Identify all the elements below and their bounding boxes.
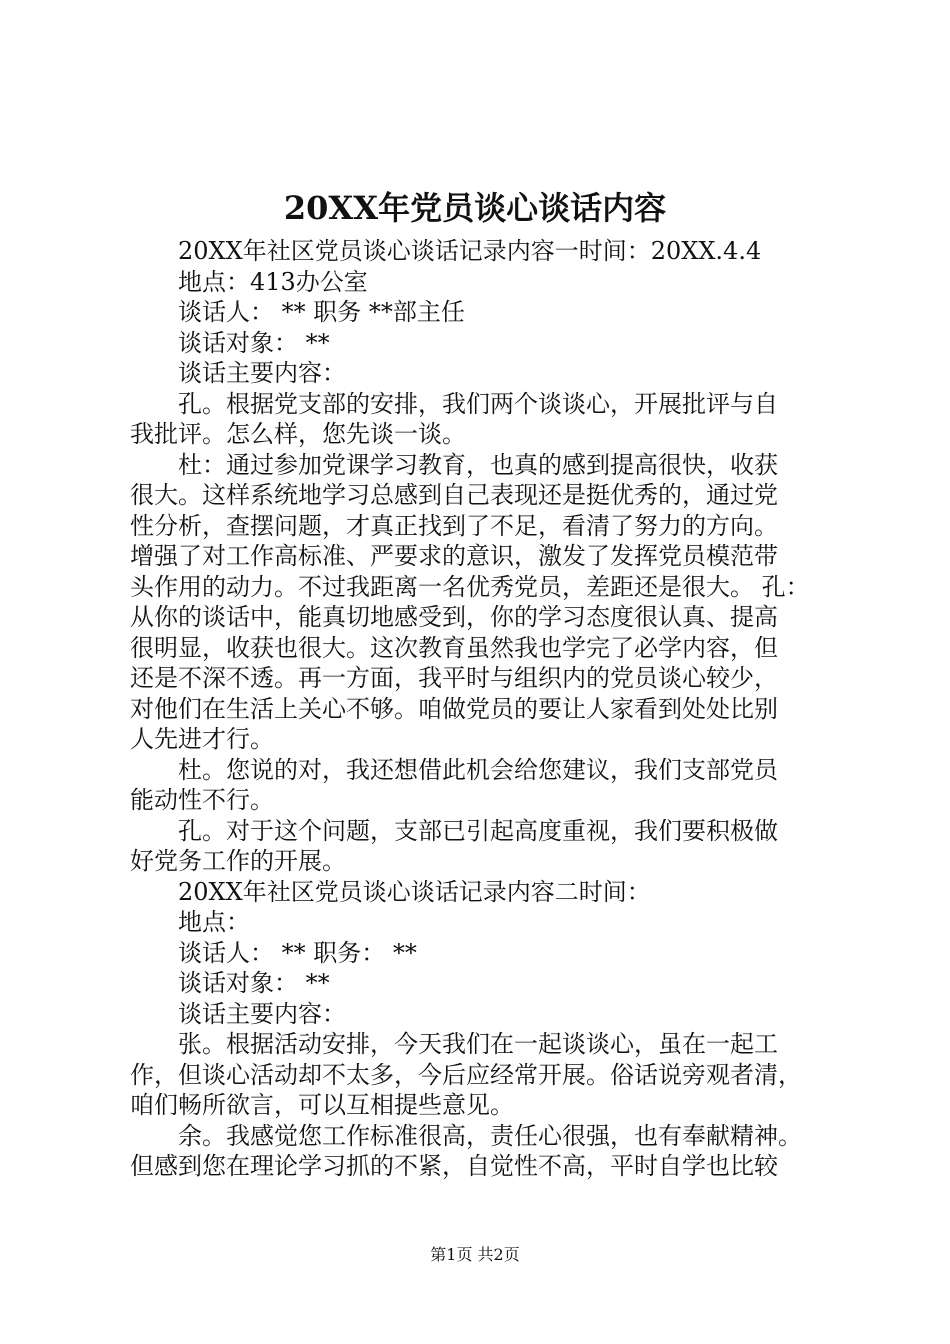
text-line: 地点：413办公室 <box>178 267 368 296</box>
text-line: 但感到您在理论学习抓的不紧，自觉性不高，平时自学也比较 <box>130 1152 778 1180</box>
document-body <box>130 236 834 1182</box>
text-line: 咱们畅所欲言，可以互相提些意见。 <box>130 1091 514 1119</box>
text-line: 谈话对象： ** <box>178 328 330 357</box>
text-line: 谈话对象： ** <box>178 969 330 997</box>
text-line: 从你的谈话中，能真切地感受到，你的学习态度很认真、提高 <box>130 603 778 631</box>
text-line: 20XX年社区党员谈心谈话记录内容一时间：20XX.4.4 <box>178 237 762 265</box>
text-line: 余。我感觉您工作标准很高，责任心很强，也有奉献精神。 <box>178 1121 802 1150</box>
text-line: 地点： <box>178 908 250 936</box>
text-line: 性分析，查摆问题，才真正找到了不足，看清了努力的方向。 <box>130 511 778 540</box>
text-line: 人先进才行。 <box>130 725 274 753</box>
text-line: 杜。您说的对，我还想借此机会给您建议，我们支部党员 <box>178 755 778 784</box>
text-line: 20XX年社区党员谈心谈话记录内容二时间： <box>178 877 651 906</box>
text-line: 很大。这样系统地学习总感到自己表现还是挺优秀的，通过党 <box>130 481 778 509</box>
text-line: 还是不深不透。再一方面，我平时与组织内的党员谈心较少， <box>130 664 778 692</box>
text-line: 作，但谈心活动却不太多，今后应经常开展。俗话说旁观者清， <box>130 1060 802 1089</box>
text-line: 孔。对于这个问题，支部已引起高度重视，我们要积极做 <box>178 816 778 845</box>
text-line: 谈话人： ** 职务 **部主任 <box>178 298 465 326</box>
text-line: 孔。根据党支部的安排，我们两个谈谈心，开展批评与自 <box>178 389 778 418</box>
text-line: 张。根据活动安排，今天我们在一起谈谈心，虽在一起工 <box>178 1030 778 1058</box>
text-line: 很明显，收获也很大。这次教育虽然我也学完了必学内容，但 <box>130 633 778 662</box>
text-line: 增强了对工作高标准、严要求的意识，激发了发挥党员模范带 <box>130 542 778 570</box>
text-line: 我批评。怎么样，您先谈一谈。 <box>130 420 466 448</box>
page-footer: 第1页 共2页 <box>430 1245 520 1264</box>
text-line: 能动性不行。 <box>130 786 274 814</box>
text-line: 好党务工作的开展。 <box>130 847 346 875</box>
text-line: 谈话人： ** 职务： ** <box>178 938 417 967</box>
text-line: 杜：通过参加党课学习教育，也真的感到提高很快，收获 <box>178 450 778 479</box>
text-line: 谈话主要内容： <box>178 999 346 1028</box>
text-line: 头作用的动力。不过我距离一名优秀党员，差距还是很大。 孔： <box>130 572 810 601</box>
page-title: 20XX年党员谈心谈话内容 <box>283 189 667 227</box>
text-line: 谈话主要内容： <box>178 359 346 387</box>
text-line: 对他们在生活上关心不够。咱做党员的要让人家看到处处比别 <box>130 694 778 723</box>
